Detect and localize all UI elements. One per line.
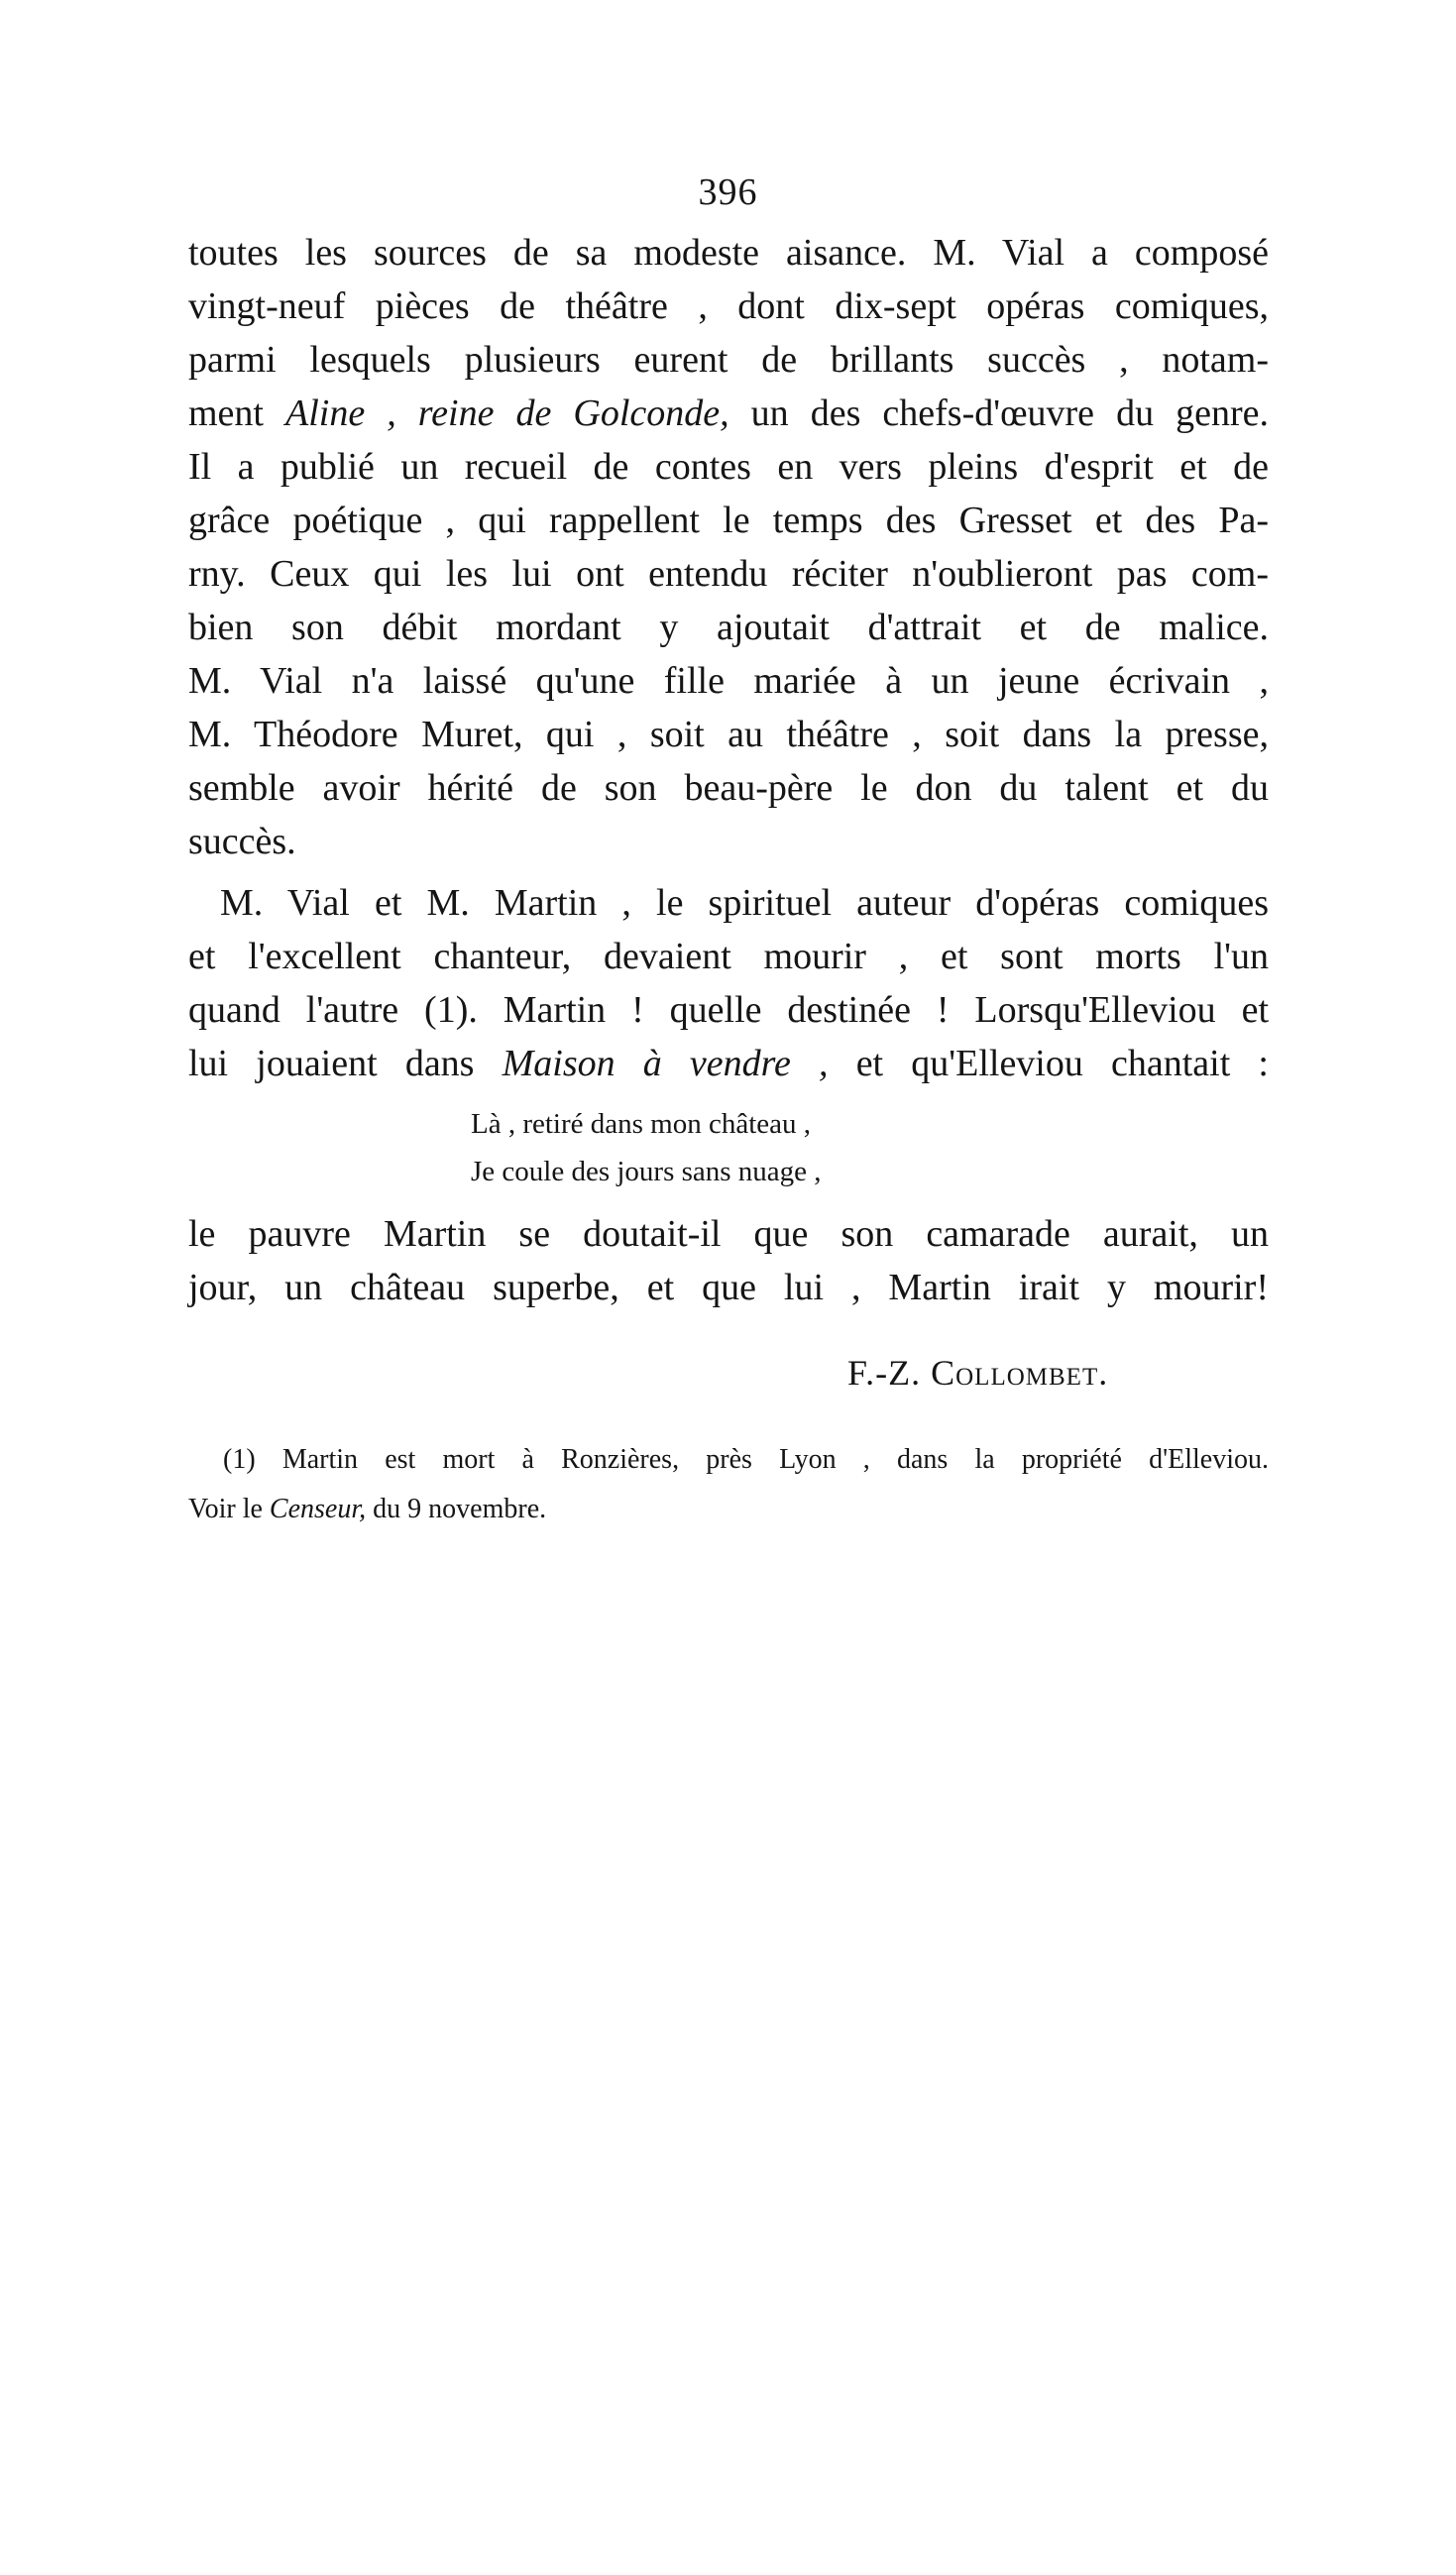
text-line: toutes les sources de sa modeste aisance. M. Vial a composé [188,232,1269,274]
text-line: M. Vial n'a laissé qu'une fille mariée à un jeune écrivain , [188,660,1269,702]
text-line: M. Vial et M. Martin , le spirituel auteur d'opéras comiques [220,882,1269,924]
text-line: et l'excellent chanteur, devaient mourir , et sont morts l'un [188,936,1269,977]
text-segment: ment [188,392,286,434]
text-segment: du 9 novembre. [366,1494,547,1524]
text-line: M. Théodore Muret, qui , soit au théâtre , soit dans la presse, [188,714,1269,755]
text-line: quand l'autre (1). Martin ! quelle destinée ! Lorsqu'Elleviou et [188,989,1269,1031]
footnote-line: (1) Martin est mort à Ronzières, près Lyon , dans la propriété d'Elleviou. [223,1444,1269,1475]
text-segment: un des chefs-d'œuvre du genre. [728,392,1269,434]
text-line: parmi lesquels plusieurs eurent de brillants succès , notam- [188,339,1269,381]
text-line: vingt-neuf pièces de théâtre , dont dix-sept opéras comiques, [188,285,1269,327]
italic-title: Maison à vendre , [502,1043,829,1084]
text-line: bien son débit mordant y ajoutait d'attrait et de malice. [188,607,1269,648]
page-number: 396 [698,171,758,213]
verse-line: Je coule des jours sans nuage , [471,1156,822,1187]
text-line: le pauvre Martin se doutait-il que son camarade aurait, un [188,1213,1269,1255]
text-segment: lui jouaient dans [188,1043,503,1084]
text-line [188,1037,1269,1090]
text-segment: et qu'Elleviou chantait : [828,1043,1269,1084]
italic-title: Aline , reine de Golconde, [285,392,729,434]
text-segment: Voir le [188,1494,270,1524]
text-line [188,387,1269,440]
text-line: rny. Ceux qui les lui ont entendu réciter n'oublieront pas com- [188,553,1269,595]
text-line: grâce poétique , qui rappellent le temps des Gresset et des Pa- [188,500,1269,541]
text-line: jour, un château superbe, et que lui , Martin irait y mourir! [188,1267,1269,1308]
text-line: semble avoir hérité de son beau-père le don du talent et du [188,767,1269,809]
text-line: succès. [188,821,296,862]
text-line: Il a publié un recueil de contes en vers pleins d'esprit et de [188,446,1269,488]
italic-title: Censeur, [269,1494,367,1524]
verse-line: Là , retiré dans mon château , [471,1108,812,1140]
author-signature: F.-Z. Collombet. [847,1353,1109,1393]
footnote-line [188,1489,546,1530]
